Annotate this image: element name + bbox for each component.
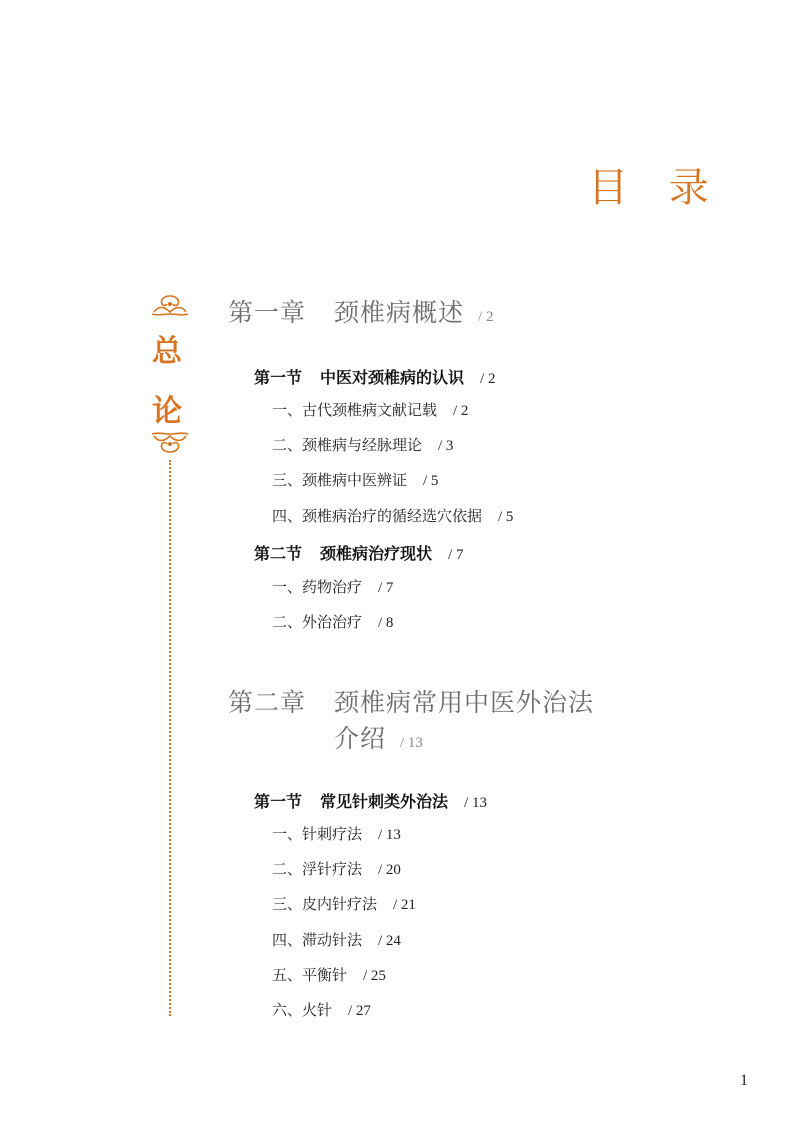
toc-item[interactable] (272, 999, 371, 1020)
toc-item[interactable] (272, 399, 468, 420)
section-page: / 7 (448, 547, 464, 563)
toc-item[interactable] (272, 823, 401, 844)
chapter-page: / 13 (400, 735, 423, 751)
chapter-2-heading-cont[interactable] (334, 719, 423, 755)
item-page: / 20 (378, 862, 401, 878)
toc-item[interactable] (272, 576, 393, 597)
toc-item[interactable] (272, 858, 401, 879)
top-ornament-icon (150, 292, 190, 320)
item-page: / 24 (378, 933, 401, 949)
chapter-title-line2: 介绍 (334, 724, 387, 753)
item-page: / 5 (423, 473, 439, 489)
chapter-label: 第一章 (228, 298, 307, 327)
bottom-ornament-icon (150, 428, 190, 456)
item-page: / 8 (378, 615, 394, 631)
chapter-page: / 2 (478, 309, 494, 325)
section-2-1[interactable] (254, 789, 487, 812)
sidebar-char-2: 论 (152, 394, 182, 429)
section-label: 第一节 (254, 792, 303, 811)
sidebar-char-1: 总 (152, 334, 182, 369)
item-text: 三、皮内针疗法 (272, 895, 378, 913)
chapter-title: 颈椎病概述 (334, 298, 465, 327)
item-text: 四、滞动针法 (272, 931, 363, 949)
section-label: 第二节 (254, 544, 303, 563)
item-page: / 25 (363, 968, 386, 984)
section-page: / 2 (480, 371, 496, 387)
item-text: 一、古代颈椎病文献记载 (272, 401, 438, 419)
item-text: 一、药物治疗 (272, 578, 363, 596)
page-number: 1 (740, 1072, 748, 1089)
item-page: / 27 (348, 1003, 371, 1019)
toc-item[interactable] (272, 964, 386, 985)
item-text: 一、针刺疗法 (272, 825, 363, 843)
sidebar-dotted-line (169, 460, 171, 1016)
section-page: / 13 (464, 795, 487, 811)
item-page: / 5 (498, 509, 514, 525)
item-text: 二、浮针疗法 (272, 860, 363, 878)
item-text: 三、颈椎病中医辨证 (272, 471, 408, 489)
chapter-1-heading[interactable] (228, 293, 493, 329)
section-1-2[interactable] (254, 541, 463, 564)
toc-item[interactable] (272, 434, 453, 455)
toc-item[interactable] (272, 611, 393, 632)
toc-item[interactable] (272, 469, 438, 490)
item-text: 四、颈椎病治疗的循经选穴依据 (272, 507, 483, 525)
item-page: / 2 (453, 403, 469, 419)
section-label: 第一节 (254, 368, 303, 387)
chapter-label: 第二章 (228, 688, 307, 717)
section-title: 中医对颈椎病的认识 (320, 368, 465, 387)
chapter-title-line1: 颈椎病常用中医外治法 (334, 688, 595, 717)
item-text: 二、颈椎病与经脉理论 (272, 436, 423, 454)
section-title: 颈椎病治疗现状 (320, 544, 433, 563)
toc-item[interactable] (272, 505, 513, 526)
item-page: / 7 (378, 580, 394, 596)
toc-item[interactable] (272, 929, 401, 950)
chapter-2-heading[interactable] (228, 683, 594, 719)
toc-item[interactable] (272, 893, 416, 914)
section-title: 常见针刺类外治法 (320, 792, 449, 811)
item-page: / 3 (438, 438, 454, 454)
item-text: 六、火针 (272, 1001, 333, 1019)
page-title: 目 录 (588, 165, 723, 211)
item-text: 二、外治治疗 (272, 613, 363, 631)
item-page: / 13 (378, 827, 401, 843)
item-text: 五、平衡针 (272, 966, 348, 984)
item-page: / 21 (393, 897, 416, 913)
section-1-1[interactable] (254, 365, 495, 388)
